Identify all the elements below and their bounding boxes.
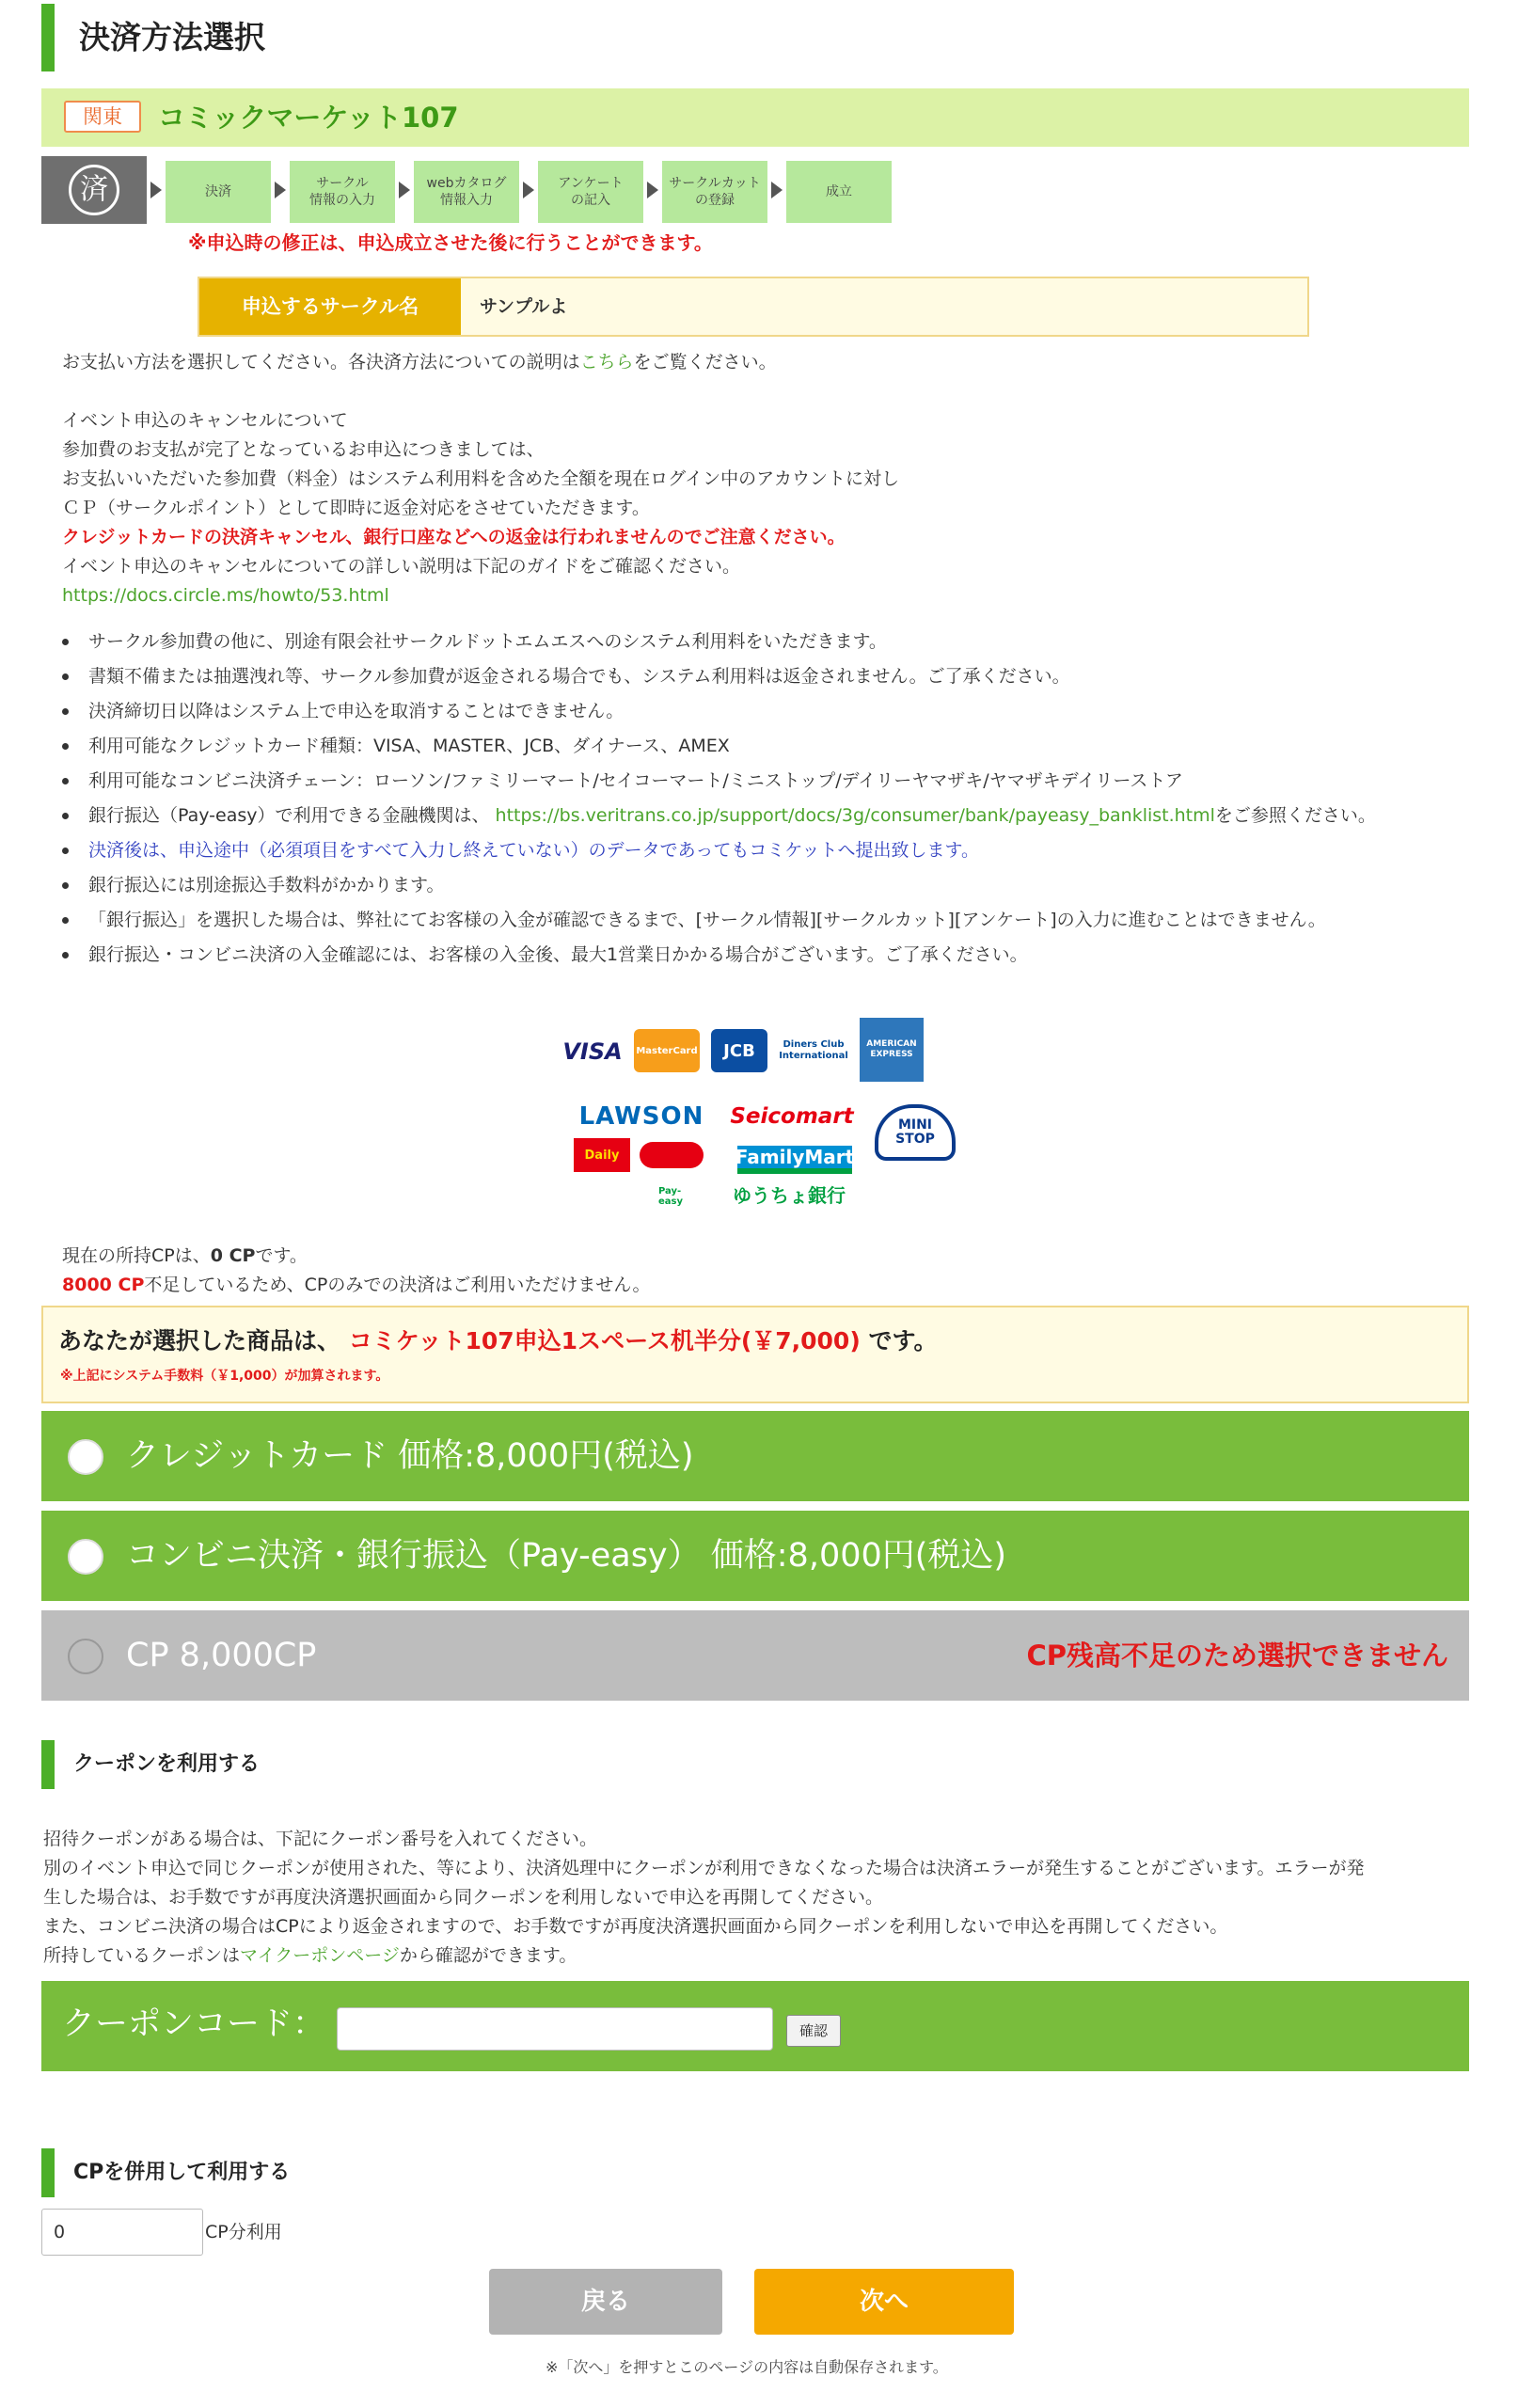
region-badge: 関東 <box>64 101 141 133</box>
coupon-heading: クーポンを利用する <box>41 1740 260 1789</box>
cp-balance-value: 0 CP <box>210 1245 256 1266</box>
daily-store-logo <box>640 1142 704 1168</box>
step-complete: 成立 <box>786 161 892 223</box>
cancel-policy: イベント申込のキャンセルについて 参加費のお支払が完了となっているお申込につきましては、 お支払いいただいた参加費（料金）はシステム利用料を含めた全額を現在ログイン中のアカウントに対し ＣＰ（サークルポイント）として即時に返金対応をさせていただきます。 クレジットカードの決済キャンセル、銀行口座などへの返金は行われませんのでご注意ください。 イベント申込のキャンセルについての詳しい説明は下記のガイドをご確認ください。 https://docs.circle.ms/howto/53.html <box>62 406 899 610</box>
yamazaki-logo: Daily <box>574 1138 630 1172</box>
diners-logo: Diners Club International <box>779 1039 848 1061</box>
list-item: 銀行振込（Pay-easy）で利用できる金融機関は、 https://bs.veritrans.co.jp/support/docs/3g/consumer/bank/payeasy_banklist.htmlをご参照ください。 <box>60 799 1462 833</box>
visa-logo: VISA <box>562 1038 623 1065</box>
next-button[interactable]: 次へ <box>754 2269 1014 2335</box>
cancel-warning: クレジットカードの決済キャンセル、銀行口座などへの返金は行われませんのでご注意ください。 <box>62 527 846 547</box>
list-item: サークル参加費の他に、別途有限会社サークルドットエムエスへのシステム利用料をいただきます。 <box>60 625 1462 659</box>
cp-unavailable-reason: CP残高不足のため選択できません <box>1026 1640 1448 1671</box>
list-item: 決済後は、申込途中（必須項目をすべて入力し終えていない）のデータであってもコミケットへ提出致します。 <box>60 833 1462 868</box>
coupon-code-input[interactable] <box>337 2007 773 2051</box>
list-item: 利用可能なコンビニ決済チェーン：ローソン/ファミリーマート/セイコーマート/ミニストップ/デイリーヤマザキ/ヤマザキデイリーストア <box>60 764 1462 799</box>
cp-amount-input[interactable]: 0 <box>41 2209 203 2256</box>
payment-option-konbini[interactable] <box>41 1511 1469 1601</box>
event-bar <box>41 88 1469 147</box>
edit-warning: ※申込時の修正は、申込成立させた後に行うことができます。 <box>188 231 713 254</box>
radio-button <box>68 1639 103 1674</box>
circle-name-label: 申込するサークル名 <box>199 278 461 335</box>
step-arrow-icon <box>523 182 534 198</box>
yucho-logo: ゆうちょ銀行 <box>733 1183 846 1207</box>
fee-note: ※上記にシステム手数料（￥1,000）が加算されます。 <box>60 1369 389 1384</box>
step-circle-info: サークル 情報の入力 <box>290 161 395 223</box>
done-mark-icon: 済 <box>69 165 119 215</box>
cp-use-heading: CPを併用して利用する <box>41 2148 290 2197</box>
list-item: 書類不備または抽選洩れ等、サークル参加費が返金される場合でも、システム利用料は返金されません。ご了承ください。 <box>60 659 1462 694</box>
intro-text: お支払い方法を選択してください。各決済方法についての説明はこちらをご覧ください。 <box>62 352 777 372</box>
radio-button[interactable] <box>68 1439 103 1475</box>
cp-balance-info: 現在の所持CPは、0 CPです。 8000 CP不足しているため、CPのみでの決済はご利用いただけません。 <box>62 1245 651 1295</box>
step-arrow-icon <box>150 182 162 198</box>
coupon-confirm-button[interactable]: 確認 <box>786 2015 841 2047</box>
step-arrow-icon <box>647 182 658 198</box>
product-name: コミケット107申込1スペース机半分(￥7,000) <box>348 1327 861 1354</box>
my-coupon-link[interactable]: マイクーポンページ <box>240 1945 400 1966</box>
bank-list-link[interactable]: https://bs.veritrans.co.jp/support/docs/3g/consumer/bank/payeasy_banklist.html <box>495 805 1215 826</box>
list-item: 利用可能なクレジットカード種類：VISA、MASTER、JCB、ダイナース、AMEX <box>60 729 1462 764</box>
event-name: コミックマーケット107 <box>158 102 459 134</box>
help-link[interactable]: こちら <box>579 352 634 372</box>
cp-shortage-value: 8000 CP <box>62 1275 145 1295</box>
step-survey: アンケート の記入 <box>538 161 643 223</box>
coupon-code-bar <box>41 1981 1469 2071</box>
payment-logos <box>561 1018 974 1215</box>
amex-logo: AMERICAN EXPRESS <box>860 1018 924 1082</box>
coupon-description: 招待クーポンがある場合は、下記にクーポン番号を入れてください。 別のイベント申込で同じクーポンが使用された、等により、決済処理中にクーポンが利用できなくなった場合は決済エラーが発生することがございます。エラーが発 生した場合は、お手数ですが再度決済選択画面から同クーポンを利用しないで申込を再開してください。 また、コンビニ決済の場合はCPにより返金されますので、お手数ですが再度決済選択画面から同クーポンを利用しないで申込を再開してください。 所持しているクーポンはマイクーポンページから確認ができます。 <box>43 1829 1365 1966</box>
list-item: 銀行振込・コンビニ決済の入金確認には、お客様の入金後、最大1営業日かかる場合がございます。ご了承ください。 <box>60 938 1462 973</box>
step-arrow-icon <box>771 182 783 198</box>
back-button[interactable]: 戻る <box>489 2269 722 2335</box>
step-arrow-icon <box>275 182 286 198</box>
radio-button[interactable] <box>68 1539 103 1575</box>
circle-name-row <box>198 277 1309 337</box>
coupon-code-label: クーポンコード： <box>62 2005 326 2043</box>
step-web-catalog: webカタログ 情報入力 <box>414 161 519 223</box>
cancel-guide-link[interactable]: https://docs.circle.ms/howto/53.html <box>62 585 389 606</box>
cp-amount-suffix: CP分利用 <box>205 2222 282 2242</box>
list-item: 決済締切日以降はシステム上で申込を取消することはできません。 <box>60 694 1462 729</box>
step-circle-cut: サークルカット の登録 <box>662 161 767 223</box>
jcb-logo: JCB <box>711 1029 767 1072</box>
page-title: 決済方法選択 <box>41 4 265 71</box>
notes-list <box>60 625 1462 973</box>
ministop-logo: MINI STOP <box>875 1104 956 1161</box>
payeasy-logo: Pay-easy <box>658 1186 684 1207</box>
list-item: 「銀行振込」を選択した場合は、弊社にてお客様の入金が確認できるまで、[サークル情報][サークルカット][アンケート]の入力に進むことはできません。 <box>60 903 1462 938</box>
progress-steps <box>41 156 982 224</box>
seicomart-logo: Seicomart <box>730 1104 854 1129</box>
step-done <box>41 156 147 224</box>
payment-option-label: CP 8,000CP <box>126 1637 317 1674</box>
familymart-logo: FamilyMart <box>737 1146 852 1174</box>
step-arrow-icon <box>399 182 410 198</box>
payment-option-cp <box>41 1610 1469 1701</box>
list-item: 銀行振込には別途振込手数料がかかります。 <box>60 868 1462 903</box>
lawson-logo: LAWSON <box>578 1102 704 1131</box>
payment-option-credit[interactable] <box>41 1411 1469 1501</box>
step-payment: 決済 <box>166 161 271 223</box>
selected-product: あなたが選択した商品は、 コミケット107申込1スペース机半分(￥7,000) です。 ※上記にシステム手数料（￥1,000）が加算されます。 <box>41 1306 1469 1403</box>
circle-name-value: サンプルよ <box>480 296 568 317</box>
payment-option-label: コンビニ決済・銀行振込（Pay-easy） 価格:8,000円(税込) <box>126 1537 1007 1575</box>
autosave-note: ※「次へ」を押すとこのページの内容は自動保存されます。 <box>546 2358 948 2376</box>
payment-option-label: クレジットカード 価格:8,000円(税込) <box>126 1437 694 1475</box>
mastercard-logo: MasterCard <box>634 1029 700 1072</box>
